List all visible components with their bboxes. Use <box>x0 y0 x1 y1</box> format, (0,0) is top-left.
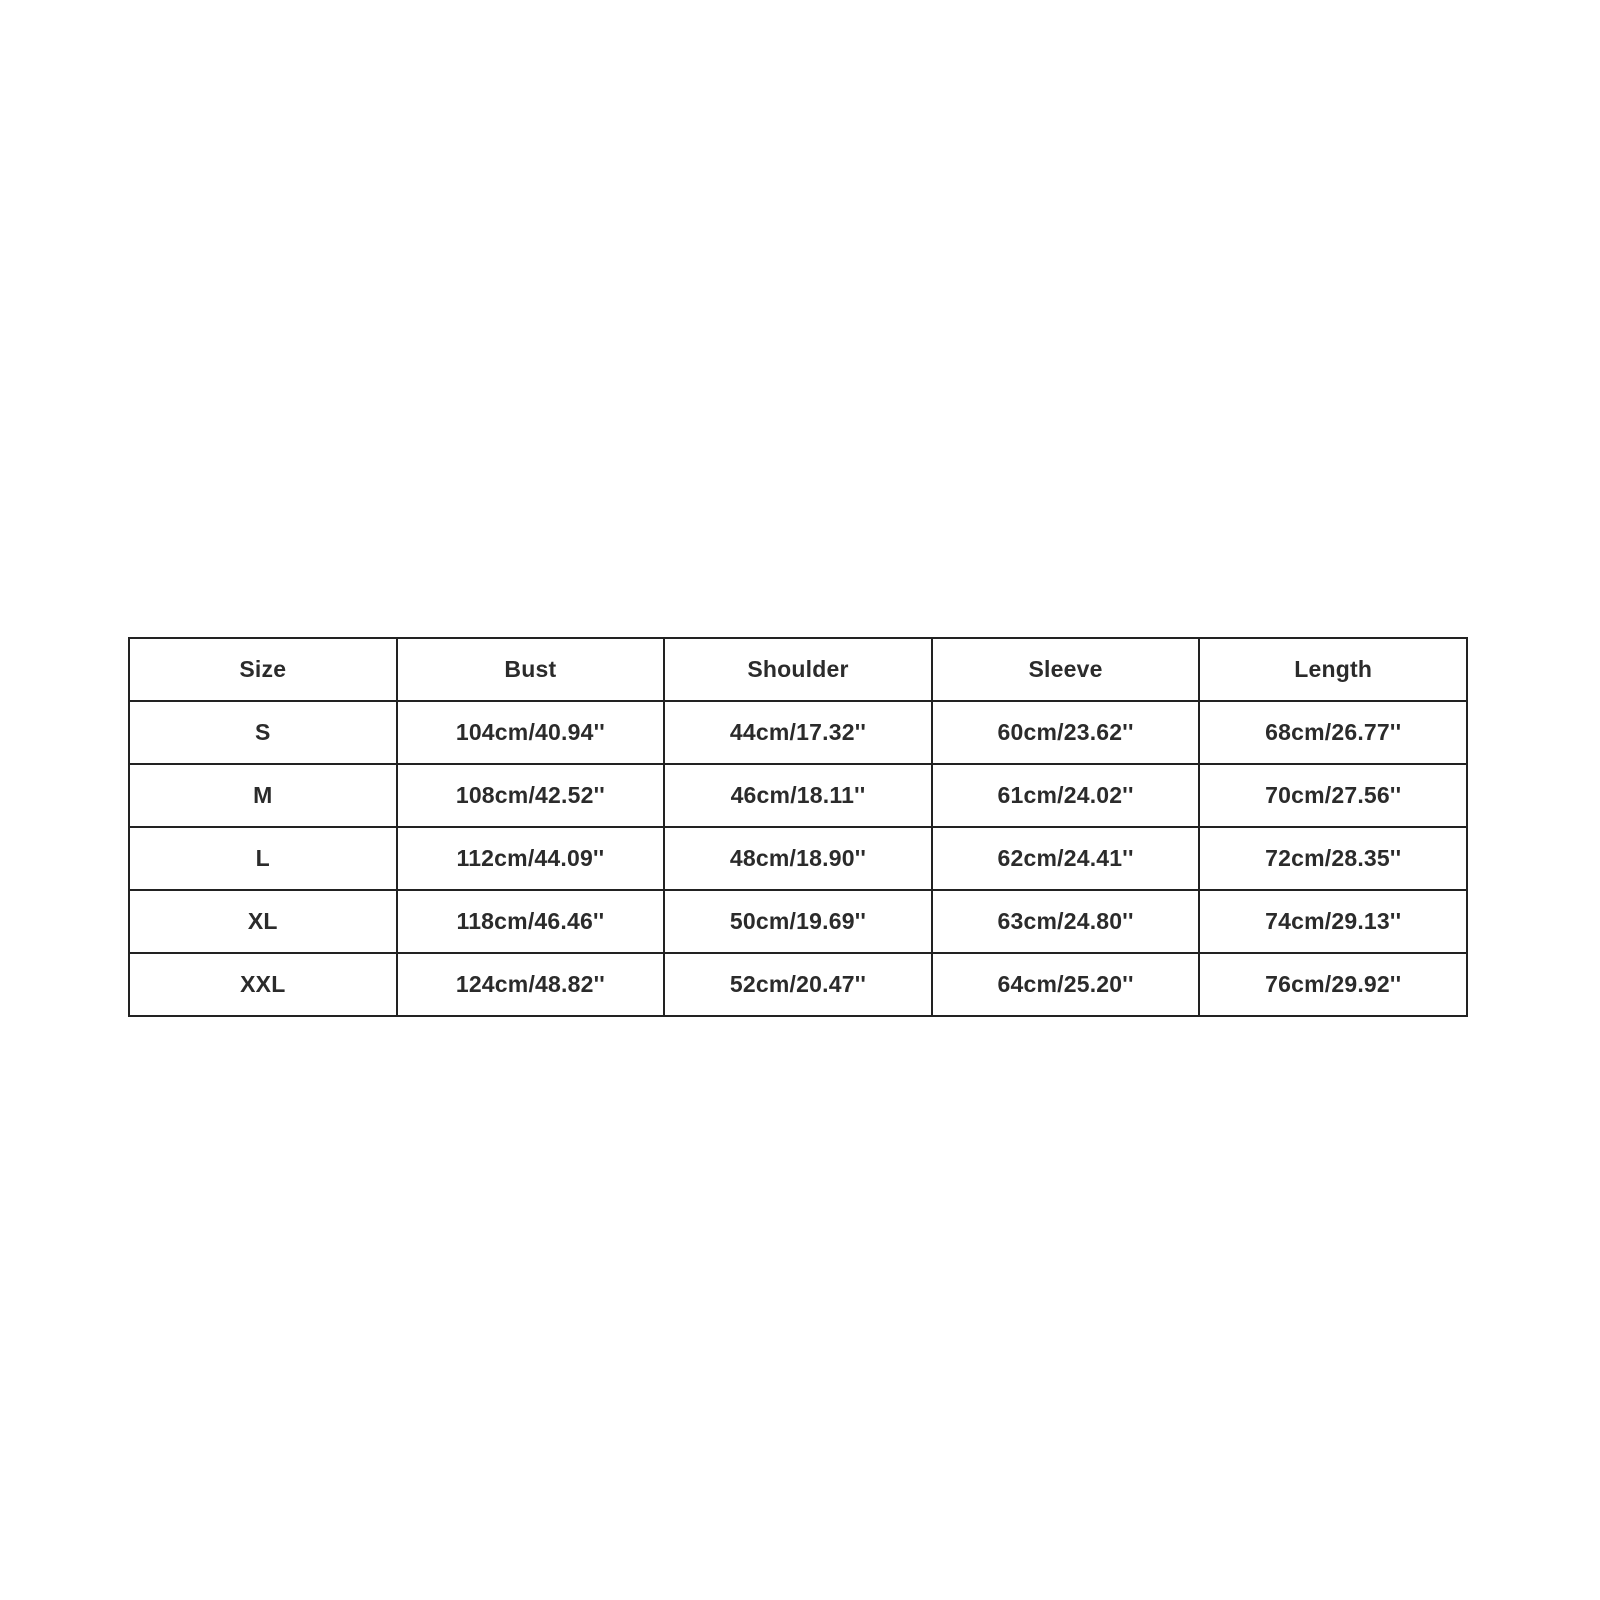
size-cell: XXL <box>129 953 397 1016</box>
column-header-size: Size <box>129 638 397 701</box>
column-header-bust: Bust <box>397 638 665 701</box>
sleeve-cell: 63cm/24.80'' <box>932 890 1200 953</box>
table-row <box>129 890 1467 953</box>
size-cell: S <box>129 701 397 764</box>
size-chart-table <box>128 637 1468 1017</box>
sleeve-cell: 61cm/24.02'' <box>932 764 1200 827</box>
shoulder-cell: 44cm/17.32'' <box>664 701 932 764</box>
bust-cell: 104cm/40.94'' <box>397 701 665 764</box>
bust-cell: 112cm/44.09'' <box>397 827 665 890</box>
bust-cell: 108cm/42.52'' <box>397 764 665 827</box>
shoulder-cell: 46cm/18.11'' <box>664 764 932 827</box>
size-cell: XL <box>129 890 397 953</box>
sleeve-cell: 62cm/24.41'' <box>932 827 1200 890</box>
length-cell: 76cm/29.92'' <box>1199 953 1467 1016</box>
bust-cell: 118cm/46.46'' <box>397 890 665 953</box>
length-cell: 74cm/29.13'' <box>1199 890 1467 953</box>
sleeve-cell: 60cm/23.62'' <box>932 701 1200 764</box>
column-header-length: Length <box>1199 638 1467 701</box>
sleeve-cell: 64cm/25.20'' <box>932 953 1200 1016</box>
table-row <box>129 764 1467 827</box>
length-cell: 72cm/28.35'' <box>1199 827 1467 890</box>
bust-cell: 124cm/48.82'' <box>397 953 665 1016</box>
shoulder-cell: 48cm/18.90'' <box>664 827 932 890</box>
shoulder-cell: 50cm/19.69'' <box>664 890 932 953</box>
size-cell: L <box>129 827 397 890</box>
column-header-sleeve: Sleeve <box>932 638 1200 701</box>
table-row <box>129 701 1467 764</box>
table-row <box>129 827 1467 890</box>
table-row <box>129 953 1467 1016</box>
length-cell: 68cm/26.77'' <box>1199 701 1467 764</box>
shoulder-cell: 52cm/20.47'' <box>664 953 932 1016</box>
length-cell: 70cm/27.56'' <box>1199 764 1467 827</box>
size-cell: M <box>129 764 397 827</box>
column-header-shoulder: Shoulder <box>664 638 932 701</box>
header-row <box>129 638 1467 701</box>
